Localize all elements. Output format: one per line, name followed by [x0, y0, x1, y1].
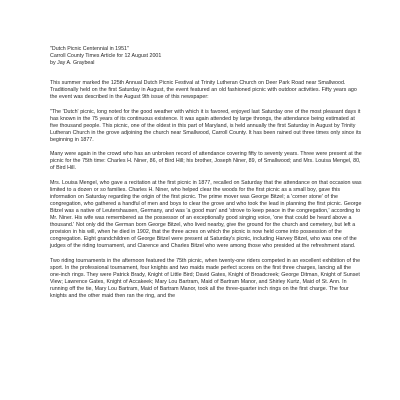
article-source: Carroll County Times Article for 12 August 2001: [50, 53, 162, 60]
article-body: [50, 46, 362, 307]
paragraph-quote-opening: "The 'Dutch' picnic, long noted for the good weather with which it is favored, enjoyed last Saturday one of the most pleasant days it has known in the 75 years of its continuous existence. It was again attended by large throngs, the attendance being estimated at five thousand people. This picnic, one of the oldest in this part of Maryland, is held annually the first Saturday in August by Trinity Lutheran Church in the grove adjoining the church near Smallwood, Carroll County. It has been rained out three times only since its beginning in 1877.: [50, 108, 362, 144]
paragraph-attendance: Many were again in the crowd who has an unbroken record of attendance covering fifty to seventy years. Three were present at the picnic for the 75th time: Charles H. Niner, 86, of Bird Hill; his brother, Joseph Niner, 89, of Smallwood; and Mrs. Louisa Mengel, 80, of Bird Hill.: [50, 151, 362, 172]
article-header: [50, 46, 362, 67]
article-title: "Dutch Picnic Centennial in 1951": [50, 46, 129, 52]
paragraph-intro: This summer marked the 125th Annual Dutch Picnic Festival at Trinity Lutheran Church on Deer Park Road near Smallwood. Traditionally held on the first Saturday in August, the event featured an old fashioned picnic with outdoor activities. Fifty years ago the event was described in the August 9th issue of this newspaper:: [50, 80, 357, 101]
paragraph-history: Mrs. Louisa Mengel, who gave a recitation at the first picnic in 1877, recalled on Saturday that the attendance on that occasion was limited to a dozen or so families. Charles H. Niner, who helped clear the woods for the first picnic as a small boy, gave this information on Saturday regarding the origin of the first picnic. The prime mover was George Bitzel; a 'corner stone' of the congregation, who gathered a handful of men and boys to clear the grove and who took the lead in planning the first picnic. George Bitzel was a native of Leutershausen, Germany, and was 'a good man' and 'strove to keep peace in the congregation,' according to Mr. Niner. His wife was remembered as the possessor of an exceptionally good singing voice, 'one that could be heard above a thousand.' Not only did the German born George Bitzel, who lived nearby, give the ground for the church and cemetery, but left a provision in his will, when he died in 1902, that the three acres on which the picnic is now held come into possession of the congregation. Eight grandchildren of George Bitzel were present at Saturday's picnic, including Harvey Bitzel, who was one of the judges of the riding tournament, and Clarence and Charles Bitzel who were among those who presided at the refreshment stand.: [50, 179, 362, 250]
paragraph-tournament: Two riding tournaments in the afternoon featured the 75th picnic, when twenty-one riders competed in an excellent exhibition of the sport. In the professional tournament, four knights and two maids made perfect scores on the first three charges, lancing all the one-inch rings. They were Patrick Brady, Knight of Little Bird; David Gates, Knight of Broadcreek; George Ditman, Knight of Sunset View; Lawrence Gates, Knight of Accakeek; Mary Lou Bartram, Maid of Bartram Manor, and Shirley Kurtz, Maid of St. Ann. In running off the tie, Mary Lou Bartram, Maid of Bartram Manor, took all the three-quarter inch rings on the first charge. The four knights and the other maid then ran the ring, and the: [50, 257, 361, 300]
article-byline: by Jay A. Graybeal: [50, 60, 95, 67]
